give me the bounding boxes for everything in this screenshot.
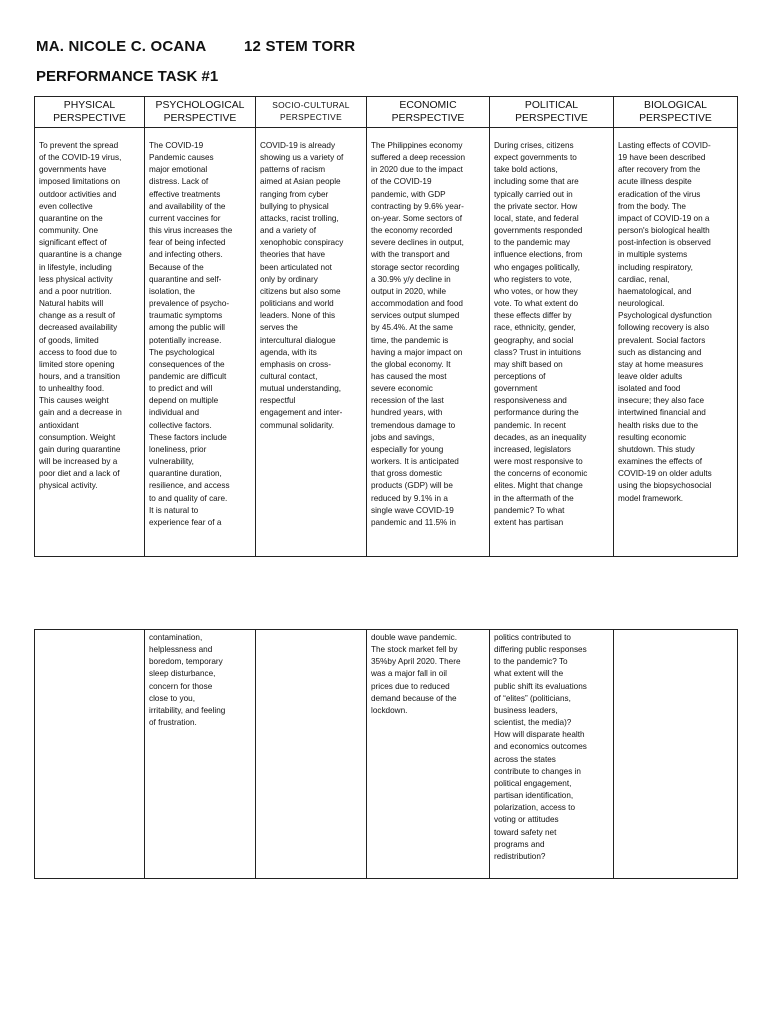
table-row: [35, 630, 738, 879]
table-header-row: [35, 97, 738, 128]
header-political: POLITICAL PERSPECTIVE: [490, 97, 614, 128]
table-row: [35, 128, 738, 557]
document-heading: [36, 38, 356, 55]
cell-socio-cultural: COVID-19 is already showing us a variety of patterns of racism aimed at Asian people ranging from cyber bullying to physical attacks, racist trolling, and a variety of xenophobic conspiracy theories that have been articulated not only by ordinary citizens but also some politicians and world leaders. None of this serves the intercultural dialogue agenda, with its emphasis on cross- cultural contact, mutual understanding, respectful engagement and inter- communal solidarity.: [256, 128, 367, 557]
perspectives-table-continued: [34, 629, 738, 879]
student-name: MA. NICOLE C. OCANA: [36, 38, 207, 55]
cell-psychological: The COVID-19 Pandemic causes major emotional distress. Lack of effective treatments and availability of the current vaccines for this virus increases the fear of being infected and infecting others. Because of the quarantine and self- isolation, the prevalence of psycho- traumatic symptoms among the public will potentially increase. The psychological consequences of the pandemic are difficult to predict and will depend on multiple individual and collective factors. These factors include loneliness, prior vulnerability, quarantine duration, resilience, and access to and quality of care. It is natural to experience fear of a: [145, 128, 256, 557]
cell-psychological-continued: contamination, helplessness and boredom, temporary sleep disturbance, concern for those close to you, irritability, and feeling of frustration.: [145, 630, 256, 879]
cell-socio-cultural-continued: [256, 630, 367, 879]
grade-section: 12 STEM TORR: [244, 38, 356, 55]
cell-political: During crises, citizens expect governments to take bold actions, including some that are typically carried out in the private sector. How local, state, and federal governments responded to the pandemic may influence elections, from who engages politically, who registers to vote, who votes, or how they vote. To what extent do these effects differ by race, ethnicity, gender, geography, and social class? Trust in intuitions may shift based on perceptions of government responsiveness and performance during the pandemic. In recent decades, as an inequality increased, legislators were most responsive to the concerns of economic elites. Might that change in the aftermath of the pandemic? To what extent has partisan: [490, 128, 614, 557]
header-biological: BIOLOGICAL PERSPECTIVE: [614, 97, 738, 128]
cell-physical: To prevent the spread of the COVID-19 virus, governments have imposed limitations on outdoor activities and even collective quarantine on the community. One significant effect of quarantine is a change in lifestyle, including less physical activity and a poor nutrition. Natural habits will change as a result of decreased availability of goods, limited access to food due to limited store opening hours, and a transition to unhealthy food. This causes weight gain and a decrease in antioxidant consumption. Weight gain during quarantine will be increased by a poor diet and a lack of physical activity.: [35, 128, 145, 557]
cell-physical-continued: [35, 630, 145, 879]
task-title: PERFORMANCE TASK #1: [36, 68, 219, 85]
cell-biological-continued: [614, 630, 738, 879]
perspectives-table: [34, 96, 738, 557]
header-economic: ECONOMIC PERSPECTIVE: [367, 97, 490, 128]
cell-economic-continued: double wave pandemic. The stock market fell by 35%by April 2020. There was a major fall in oil prices due to reduced demand because of the lockdown.: [367, 630, 490, 879]
header-psychological: PSYCHOLOGICAL PERSPECTIVE: [145, 97, 256, 128]
cell-biological: Lasting effects of COVID- 19 have been described after recovery from the acute illness despite eradication of the virus from the body. The impact of COVID-19 on a person's biological health post-infection is observed in multiple systems including respiratory, cardiac, renal, haematological, and neurological. Psychological dysfunction following recovery is also prevalent. Social factors such as distancing and stay at home measures leave older adults isolated and food insecure; they also face intertwined financial and health risks due to the resulting economic shutdown. This study examines the effects of COVID-19 on older adults using the biopsychosocial model framework.: [614, 128, 738, 557]
cell-political-continued: politics contributed to differing public responses to the pandemic? To what extent will the public shift its evaluations of “elites” (politicians, business leaders, scientist, the media)? How will disparate health and economics outcomes across the states contribute to changes in political engagement, partisan identification, polarization, access to voting or attitudes toward safety net programs and redistribution?: [490, 630, 614, 879]
header-socio-cultural: SOCIO-CULTURAL PERSPECTIVE: [256, 97, 367, 128]
cell-economic: The Philippines economy suffered a deep recession in 2020 due to the impact of the COVID-19 pandemic, with GDP contracting by 9.6% year- on-year. Some sectors of the economy recorded severe declines in output, with the transport and storage sector recording a 30.9% y/y decline in output in 2020, while accommodation and food services output slumped by 45.4%. At the same time, the pandemic is having a major impact on the global economy. It has caused the most severe economic recession of the last hundred years, with tremendous damage to jobs and savings, especially for young workers. It is anticipated that gross domestic products (GDP) will be reduced by 9.1% in a single wave COVID-19 pandemic and 11.5% in: [367, 128, 490, 557]
header-physical: PHYSICAL PERSPECTIVE: [35, 97, 145, 128]
